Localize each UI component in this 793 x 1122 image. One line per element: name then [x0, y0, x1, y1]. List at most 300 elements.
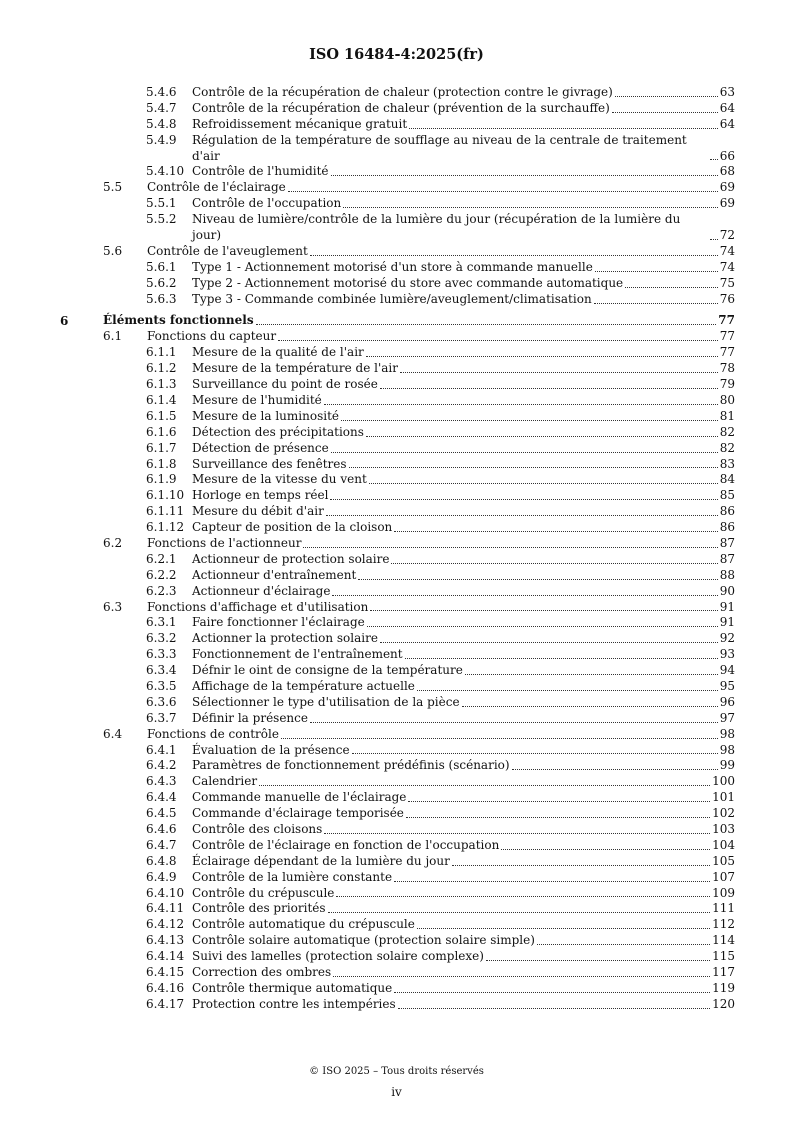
- toc-entry-number: 6.2.1: [146, 551, 177, 566]
- toc-entry-page: 74: [719, 243, 735, 258]
- dot-leader: [462, 706, 718, 707]
- toc-entry[interactable]: [0, 711, 793, 727]
- toc-entry-number: 6.2: [103, 535, 123, 550]
- toc-entry-title-line: [147, 536, 735, 552]
- toc-entry-number: 5.6: [103, 243, 123, 258]
- toc-entry-title-line: [192, 133, 735, 165]
- toc-entry-title: Détection des précipitations: [192, 424, 364, 439]
- toc-entry-number: 6.1.5: [146, 408, 177, 423]
- toc-entry-page: 120: [712, 996, 735, 1011]
- toc-entry-title-line: [192, 196, 735, 212]
- toc-entry-title: Mesure de l'humidité: [192, 392, 322, 407]
- toc-entry-title: Affichage de la température actuelle: [192, 678, 415, 693]
- toc-entry-title: Contrôle de la lumière constante: [192, 869, 393, 884]
- dot-leader: [452, 865, 710, 866]
- toc-entry-title-line: [192, 965, 735, 981]
- toc-entry[interactable]: [0, 838, 793, 854]
- toc-entry-title: Contrôle du crépuscule: [192, 885, 335, 900]
- toc-entry-page: 83: [719, 456, 735, 471]
- dot-leader: [331, 452, 718, 453]
- toc-entry-page: 103: [712, 821, 735, 836]
- toc-entry-title-line: [192, 552, 735, 568]
- toc-entry-number: 5.5.1: [146, 196, 177, 211]
- dot-leader: [405, 658, 718, 659]
- dot-leader: [358, 579, 717, 580]
- toc-entry-title-line: [192, 425, 735, 441]
- table-of-contents: [0, 85, 793, 1013]
- toc-entry-title: Faire fonctionner l'éclairage: [192, 615, 365, 630]
- dot-leader: [512, 769, 718, 770]
- toc-entry-number: 6.4.9: [146, 869, 177, 884]
- toc-entry-number: 6.4.7: [146, 837, 177, 852]
- toc-entry-title-line: [192, 774, 735, 790]
- toc-entry-title: Type 1 - Actionnement motorisé d'un store à commande manuelle: [192, 259, 593, 274]
- toc-entry-page: 86: [719, 520, 735, 535]
- toc-entry-page: 74: [719, 259, 735, 274]
- toc-entry-title-line: [192, 711, 735, 727]
- toc-entry[interactable]: [0, 101, 793, 117]
- toc-entry-title: Contrôle thermique automatique: [192, 980, 393, 995]
- toc-entry-title-line: [192, 822, 735, 838]
- toc-entry-title: Mesure de la luminosité: [192, 408, 339, 423]
- toc-entry-number: 6.4.12: [146, 917, 185, 932]
- toc-entry-page: 82: [719, 440, 735, 455]
- toc-entry-title: Éléments fonctionnels: [103, 313, 254, 328]
- toc-entry-title: Fonctions d'affichage et d'utilisation: [147, 599, 369, 614]
- toc-entry-number: 6.3.4: [146, 663, 177, 678]
- toc-entry-title-line: [103, 314, 735, 330]
- toc-entry[interactable]: [0, 457, 793, 473]
- toc-entry-page: 92: [719, 631, 735, 646]
- toc-entry[interactable]: [0, 276, 793, 292]
- dot-leader: [409, 128, 718, 129]
- dot-leader: [625, 287, 718, 288]
- toc-entry-title-line: [192, 901, 735, 917]
- toc-entry[interactable]: [0, 790, 793, 806]
- dot-leader: [310, 255, 718, 256]
- toc-entry-page: 94: [719, 663, 735, 678]
- toc-entry-page: 86: [719, 504, 735, 519]
- toc-entry-number: 6.4.17: [146, 996, 185, 1011]
- toc-entry-title: Niveau de lumière/contrôle de la lumière du jour (récupération de la lumière du jour): [192, 212, 681, 243]
- toc-entry-page: 77: [718, 313, 735, 328]
- toc-entry-number: 6.3: [103, 599, 123, 614]
- toc-entry-title: Contrôle des cloisons: [192, 821, 323, 836]
- toc-entry-title-line: [192, 663, 735, 679]
- toc-entry-number: 5.6.2: [146, 275, 177, 290]
- toc-entry-title: Contrôle de la récupération de chaleur (protection contre le givrage): [192, 84, 613, 99]
- toc-entry-number: 6.4.1: [146, 742, 177, 757]
- toc-entry-page: 98: [719, 726, 735, 741]
- toc-entry-title: Fonctionnement de l'entraînement: [192, 647, 403, 662]
- dot-leader: [394, 992, 710, 993]
- dot-leader: [417, 928, 710, 929]
- toc-entry-title: Calendrier: [192, 774, 258, 789]
- toc-entry-number: 6.4.10: [146, 885, 185, 900]
- copyright-footer: © ISO 2025 – Tous droits réservés: [309, 1066, 484, 1077]
- toc-entry-number: 6.1.8: [146, 456, 177, 471]
- toc-entry-page: 119: [712, 980, 735, 995]
- toc-entry-page: 64: [719, 100, 735, 115]
- toc-entry-title-line: [192, 472, 735, 488]
- dot-leader: [366, 436, 718, 437]
- toc-entry[interactable]: [0, 727, 793, 743]
- toc-entry-title: Contrôle de l'éclairage en fonction de l'occupation: [192, 837, 500, 852]
- toc-entry[interactable]: [0, 409, 793, 425]
- dot-leader: [259, 785, 710, 786]
- toc-entry[interactable]: [0, 679, 793, 695]
- toc-entry-number: 5.4.8: [146, 116, 177, 131]
- dot-leader: [380, 388, 718, 389]
- toc-entry[interactable]: [0, 164, 793, 180]
- toc-entry-title-line: [192, 276, 735, 292]
- toc-entry-page: 88: [719, 567, 735, 582]
- toc-entry-title-line: [192, 790, 735, 806]
- dot-leader: [326, 515, 718, 516]
- toc-entry-number: 6.1.6: [146, 424, 177, 439]
- toc-entry-number: 6.4.5: [146, 806, 177, 821]
- toc-entry-title-line: [192, 917, 735, 933]
- toc-entry-number: 6.4.14: [146, 949, 185, 964]
- dot-leader: [465, 674, 718, 675]
- toc-entry-title: Capteur de position de la cloison: [192, 520, 393, 535]
- toc-entry-title-line: [192, 212, 735, 244]
- toc-entry-title: Évaluation de la présence: [192, 742, 350, 757]
- toc-entry-number: 6.4: [103, 726, 123, 741]
- toc-entry-title-line: [192, 758, 735, 774]
- toc-entry-title-line: [192, 504, 735, 520]
- toc-entry-title: Type 2 - Actionnement motorisé du store avec commande automatique: [192, 275, 624, 290]
- toc-entry[interactable]: [0, 329, 793, 345]
- toc-entry-number: 5.4.10: [146, 164, 185, 179]
- toc-entry-title-line: [147, 329, 735, 345]
- toc-entry-page: 81: [719, 408, 735, 423]
- toc-entry-title-line: [147, 244, 735, 260]
- toc-entry-number: 5.4.6: [146, 85, 177, 99]
- toc-entry-page: 107: [712, 869, 735, 884]
- toc-entry-page: 77: [719, 345, 735, 360]
- dot-leader: [486, 960, 710, 961]
- toc-entry-number: 6.3.5: [146, 678, 177, 693]
- toc-entry[interactable]: [0, 997, 793, 1013]
- toc-entry[interactable]: [0, 361, 793, 377]
- dot-leader: [324, 404, 718, 405]
- toc-entry[interactable]: [0, 854, 793, 870]
- toc-entry-page: 76: [719, 291, 735, 306]
- dot-leader: [612, 112, 718, 113]
- toc-entry[interactable]: [0, 314, 793, 330]
- toc-entry-number: 6.1.7: [146, 440, 177, 455]
- dot-leader: [332, 595, 717, 596]
- toc-entry-number: 6.1.4: [146, 392, 177, 407]
- toc-entry-title: Mesure de la qualité de l'air: [192, 345, 364, 360]
- dot-leader: [281, 738, 718, 739]
- toc-entry-title-line: [192, 117, 735, 133]
- toc-entry-title-line: [192, 361, 735, 377]
- toc-entry-title-line: [192, 854, 735, 870]
- toc-entry-title-line: [192, 260, 735, 276]
- toc-entry-title-line: [192, 886, 735, 902]
- dot-leader: [303, 547, 717, 548]
- toc-entry-number: 5.4.9: [146, 132, 177, 147]
- toc-entry-number: 6.1.12: [146, 520, 185, 535]
- toc-entry-title-line: [192, 101, 735, 117]
- toc-entry-page: 66: [719, 148, 735, 163]
- toc-entry[interactable]: [0, 133, 793, 165]
- toc-entry[interactable]: [0, 472, 793, 488]
- toc-entry-page: 82: [719, 424, 735, 439]
- dot-leader: [366, 356, 718, 357]
- toc-entry-page: 97: [719, 710, 735, 725]
- toc-entry[interactable]: [0, 345, 793, 361]
- dot-leader: [615, 96, 718, 97]
- dot-leader: [341, 420, 718, 421]
- toc-entry-page: 105: [712, 853, 735, 868]
- toc-entry[interactable]: [0, 244, 793, 260]
- toc-entry[interactable]: [0, 631, 793, 647]
- toc-entry-number: 6.2.3: [146, 583, 177, 598]
- toc-entry-page: 78: [719, 361, 735, 376]
- toc-entry-title-line: [192, 457, 735, 473]
- toc-entry-page: 80: [719, 392, 735, 407]
- toc-entry[interactable]: [0, 504, 793, 520]
- toc-entry-page: 104: [712, 837, 735, 852]
- toc-entry[interactable]: [0, 949, 793, 965]
- toc-entry[interactable]: [0, 758, 793, 774]
- toc-entry[interactable]: [0, 806, 793, 822]
- toc-entry-title-line: [192, 695, 735, 711]
- toc-entry-number: 6.1.1: [146, 345, 177, 360]
- toc-entry-number: 5.5: [103, 180, 123, 195]
- toc-entry-title-line: [192, 870, 735, 886]
- toc-entry[interactable]: [0, 933, 793, 949]
- toc-entry-number: 6.3.3: [146, 647, 177, 662]
- toc-entry[interactable]: [0, 743, 793, 759]
- document-header: ISO 16484-4:2025(fr): [309, 46, 484, 63]
- toc-entry[interactable]: [0, 568, 793, 584]
- toc-entry[interactable]: [0, 584, 793, 600]
- toc-entry[interactable]: [0, 901, 793, 917]
- toc-entry[interactable]: [0, 441, 793, 457]
- toc-entry-title-line: [147, 600, 735, 616]
- toc-entry[interactable]: [0, 552, 793, 568]
- page-number: iv: [391, 1085, 402, 1099]
- toc-entry[interactable]: [0, 774, 793, 790]
- toc-entry-number: 6.1.10: [146, 488, 185, 503]
- dot-leader: [370, 610, 717, 611]
- toc-entry-number: 6.4.16: [146, 980, 185, 995]
- toc-entry-number: 6.4.8: [146, 853, 177, 868]
- toc-entry-page: 114: [712, 933, 735, 948]
- toc-entry[interactable]: [0, 377, 793, 393]
- toc-entry-title-line: [192, 949, 735, 965]
- toc-entry-page: 93: [719, 647, 735, 662]
- toc-entry-page: 100: [712, 774, 735, 789]
- toc-entry-title: Fonctions de l'actionneur: [147, 535, 302, 550]
- toc-entry-page: 69: [719, 180, 735, 195]
- toc-entry-title: Contrôle de l'éclairage: [147, 180, 286, 195]
- toc-entry-title-line: [147, 180, 735, 196]
- toc-entry-title: Mesure du débit d'air: [192, 504, 324, 519]
- toc-entry-title: Contrôle automatique du crépuscule: [192, 917, 415, 932]
- toc-entry-title: Correction des ombres: [192, 965, 332, 979]
- toc-entry-page: 87: [719, 535, 735, 550]
- toc-entry[interactable]: [0, 663, 793, 679]
- toc-entry-number: 6.3.2: [146, 631, 177, 646]
- toc-entry[interactable]: [0, 425, 793, 441]
- toc-entry-page: 111: [712, 901, 735, 916]
- dot-leader: [398, 1008, 710, 1009]
- toc-entry-page: 109: [712, 885, 735, 900]
- dot-leader: [380, 642, 718, 643]
- toc-entry-page: 63: [719, 84, 735, 99]
- toc-entry[interactable]: [0, 981, 793, 997]
- toc-entry[interactable]: [0, 600, 793, 616]
- toc-entry[interactable]: [0, 965, 793, 981]
- toc-entry-title: Protection contre les intempéries: [192, 996, 396, 1011]
- toc-entry-page: 96: [719, 694, 735, 709]
- toc-entry-title-line: [192, 345, 735, 361]
- toc-entry[interactable]: [0, 520, 793, 536]
- toc-entry-title: Paramètres de fonctionnement prédéfinis (scénario): [192, 758, 510, 773]
- toc-entry[interactable]: [0, 196, 793, 212]
- dot-leader: [288, 191, 718, 192]
- toc-entry-number: 6.1.3: [146, 377, 177, 392]
- toc-entry-title: Éclairage dépendant de la lumière du jour: [192, 853, 450, 868]
- toc-entry-title: Horloge en temps réel: [192, 488, 329, 503]
- toc-entry-title: Refroidissement mécanique gratuit: [192, 116, 408, 131]
- toc-entry-title-line: [192, 647, 735, 663]
- toc-entry-title-line: [192, 292, 735, 308]
- toc-entry-number: 6.4.4: [146, 790, 177, 805]
- toc-entry[interactable]: [0, 536, 793, 552]
- toc-entry-title-line: [192, 377, 735, 393]
- toc-entry-number: 6.4.6: [146, 822, 177, 836]
- toc-entry-title-line: [192, 997, 735, 1013]
- toc-entry[interactable]: [0, 886, 793, 902]
- toc-entry-title-line: [192, 806, 735, 822]
- toc-entry[interactable]: [0, 117, 793, 133]
- toc-entry-page: 99: [719, 758, 735, 773]
- dot-leader: [256, 324, 717, 325]
- toc-entry-title: Défnir le oint de consigne de la température: [192, 663, 463, 678]
- toc-entry-title: Définir la présence: [192, 710, 308, 725]
- toc-entry-title: Surveillance du point de rosée: [192, 377, 378, 392]
- toc-entry-title: Actionner la protection solaire: [192, 631, 378, 646]
- toc-entry[interactable]: [0, 488, 793, 504]
- toc-entry-page: 95: [719, 678, 735, 693]
- toc-entry-title: Fonctions de contrôle: [147, 726, 279, 741]
- toc-entry[interactable]: [0, 822, 793, 838]
- dot-leader: [278, 340, 718, 341]
- dot-leader: [406, 817, 710, 818]
- toc-entry[interactable]: [0, 292, 793, 308]
- dot-leader: [400, 372, 718, 373]
- toc-entry-number: 6.3.6: [146, 694, 177, 709]
- dot-leader: [333, 976, 710, 977]
- toc-entry-number: 5.6.3: [146, 291, 177, 306]
- toc-entry-title-line: [147, 727, 735, 743]
- toc-entry-page: 87: [719, 551, 735, 566]
- toc-entry[interactable]: [0, 647, 793, 663]
- toc-entry-number: 6.1.11: [146, 504, 185, 519]
- toc-entry[interactable]: [0, 870, 793, 886]
- toc-entry-page: 84: [719, 472, 735, 487]
- toc-entry-title: Détection de présence: [192, 440, 329, 455]
- toc-entry-title: Mesure de la vitesse du vent: [192, 472, 367, 487]
- toc-entry-page: 91: [719, 599, 735, 614]
- toc-entry-number: 6: [60, 313, 69, 328]
- toc-entry-number: 6.1: [103, 329, 123, 344]
- toc-entry-title: Sélectionner le type d'utilisation de la pièce: [192, 694, 460, 709]
- dot-leader: [330, 499, 717, 500]
- toc-entry[interactable]: [0, 85, 793, 101]
- dot-leader: [501, 849, 710, 850]
- toc-entry-title-line: [192, 164, 735, 180]
- toc-entry-title: Contrôle solaire automatique (protection solaire simple): [192, 933, 535, 948]
- toc-entry[interactable]: [0, 180, 793, 196]
- toc-entry-number: 6.1.9: [146, 472, 177, 487]
- toc-entry-number: 6.4.11: [146, 901, 185, 916]
- toc-entry-number: 6.3.7: [146, 710, 177, 725]
- dot-leader: [369, 483, 718, 484]
- dot-leader: [324, 833, 710, 834]
- toc-entry-title-line: [192, 584, 735, 600]
- toc-entry-page: 72: [719, 228, 735, 243]
- toc-entry[interactable]: [0, 393, 793, 409]
- dot-leader: [594, 303, 718, 304]
- toc-entry-title-line: [192, 838, 735, 854]
- toc-entry-title: Type 3 - Commande combinée lumière/aveuglement/climatisation: [192, 291, 592, 306]
- toc-entry[interactable]: [0, 695, 793, 711]
- toc-entry[interactable]: [0, 615, 793, 631]
- toc-entry-number: 6.4.2: [146, 758, 177, 773]
- toc-entry-title: Actionneur de protection solaire: [192, 551, 390, 566]
- toc-entry-title-line: [192, 631, 735, 647]
- dot-leader: [537, 944, 710, 945]
- toc-entry-number: 6.4.3: [146, 774, 177, 789]
- toc-entry-page: 68: [719, 164, 735, 179]
- dot-leader: [595, 271, 718, 272]
- toc-entry-page: 117: [712, 965, 735, 979]
- toc-entry-page: 102: [712, 806, 735, 821]
- toc-entry-number: 6.1.2: [146, 361, 177, 376]
- toc-entry[interactable]: [0, 212, 793, 244]
- dot-leader: [367, 626, 718, 627]
- toc-entry-title: Contrôle de la récupération de chaleur (prévention de la surchauffe): [192, 100, 610, 115]
- toc-entry-title: Fonctions du capteur: [147, 329, 277, 344]
- toc-entry[interactable]: [0, 917, 793, 933]
- toc-entry-title: Commande manuelle de l'éclairage: [192, 790, 407, 805]
- dot-leader: [391, 563, 717, 564]
- toc-entry-page: 64: [719, 116, 735, 131]
- toc-entry-page: 90: [719, 583, 735, 598]
- toc-entry-page: 75: [719, 275, 735, 290]
- toc-entry-title: Actionneur d'entraînement: [192, 567, 357, 582]
- toc-entry-title: Mesure de la température de l'air: [192, 361, 398, 376]
- toc-entry-title: Contrôle de l'occupation: [192, 196, 342, 211]
- dot-leader: [417, 690, 718, 691]
- toc-entry-title-line: [192, 85, 735, 101]
- toc-entry-title: Suivi des lamelles (protection solaire complexe): [192, 949, 484, 964]
- toc-entry-title: Actionneur d'éclairage: [192, 583, 331, 598]
- dot-leader: [408, 801, 710, 802]
- toc-entry-number: 6.4.13: [146, 933, 185, 948]
- dot-leader: [710, 239, 718, 240]
- toc-entry-title-line: [192, 409, 735, 425]
- toc-entry-page: 85: [719, 488, 735, 503]
- toc-entry[interactable]: [0, 260, 793, 276]
